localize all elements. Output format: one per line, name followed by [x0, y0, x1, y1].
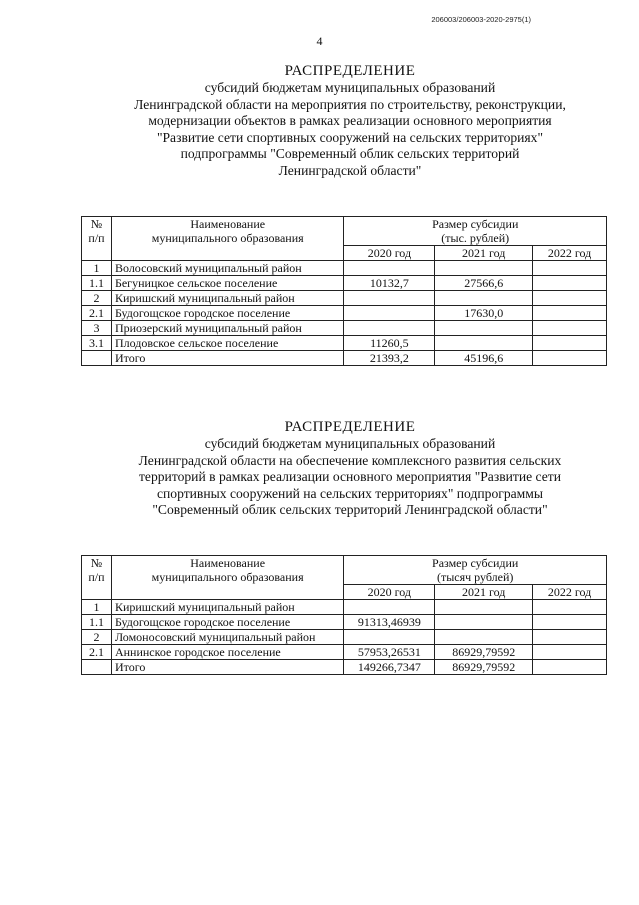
table-total-row: Итого 21393,2 45196,6 [82, 351, 607, 366]
page-number: 4 [316, 34, 323, 48]
section2-line: спортивных сооружений на сельских территориях" подпрограммы [156, 485, 543, 501]
section2-line: территорий в рамках реализации основного мероприятия "Развитие сети [138, 469, 562, 484]
table-row: 2 Киришский муниципальный район [82, 291, 607, 306]
section2-title: РАСПРЕДЕЛЕНИЕ [284, 419, 416, 435]
section1-line: субсидий бюджетам муниципальных образований [204, 80, 496, 95]
section1-title: РАСПРЕДЕЛЕНИЕ [284, 63, 416, 79]
section1-line: "Развитие сети спортивных сооружений на сельских территориях" [156, 129, 544, 145]
header-year: 2021 год [435, 585, 533, 600]
header-year: 2021 год [435, 246, 533, 261]
header-subsidy-size: Размер субсидии (тысяч рублей) [344, 556, 607, 585]
header-year: 2020 год [344, 585, 435, 600]
table-row: 2.1 Будогощское городское поселение 17630,0 [82, 306, 607, 321]
header-number: № п/п [82, 217, 112, 261]
section2-line: "Современный облик сельских территорий Ленинградской области" [152, 502, 548, 517]
header-year: 2022 год [533, 246, 607, 261]
section1-line: Ленинградской области на мероприятия по строительству, реконструкции, [134, 96, 566, 112]
section1-line: модернизации объектов в рамках реализации основного мероприятия [148, 113, 552, 128]
table-row: 1.1 Бегуницкое сельское поселение 10132,7 27566,6 [82, 276, 607, 291]
section1-heading [60, 62, 639, 179]
table-row: 2 Ломоносовский муниципальный район [82, 630, 607, 645]
section2-heading [60, 418, 639, 519]
section2-line: субсидий бюджетам муниципальных образований [204, 436, 496, 451]
section2-table [81, 555, 607, 675]
header-subsidy-size: Размер субсидии (тыс. рублей) [344, 217, 607, 246]
document-id: 206003/206003-2020-2975(1) [431, 15, 531, 24]
table-row: 3.1 Плодовское сельское поселение 11260,5 [82, 336, 607, 351]
table-total-row: Итого 149266,7347 86929,79592 [82, 660, 607, 675]
table-row: 1 Волосовский муниципальный район [82, 261, 607, 276]
table-row: 1 Киришский муниципальный район [82, 600, 607, 615]
section1-line: подпрограммы "Современный облик сельских территорий [180, 146, 520, 161]
header-year: 2020 год [344, 246, 435, 261]
table-row: 3 Приозерский муниципальный район [82, 321, 607, 336]
header-year: 2022 год [533, 585, 607, 600]
section1-line: Ленинградской области" [278, 162, 422, 178]
table-row: 1.1 Будогощское городское поселение 91313,46939 [82, 615, 607, 630]
section2-line: Ленинградской области на обеспечение комплексного развития сельских [138, 452, 562, 468]
header-municipality: Наименование муниципального образования [111, 217, 344, 261]
table-row: 2.1 Аннинское городское поселение 57953,26531 86929,79592 [82, 645, 607, 660]
header-number: № п/п [82, 556, 112, 600]
section1-table [81, 216, 607, 366]
header-municipality: Наименование муниципального образования [111, 556, 343, 600]
